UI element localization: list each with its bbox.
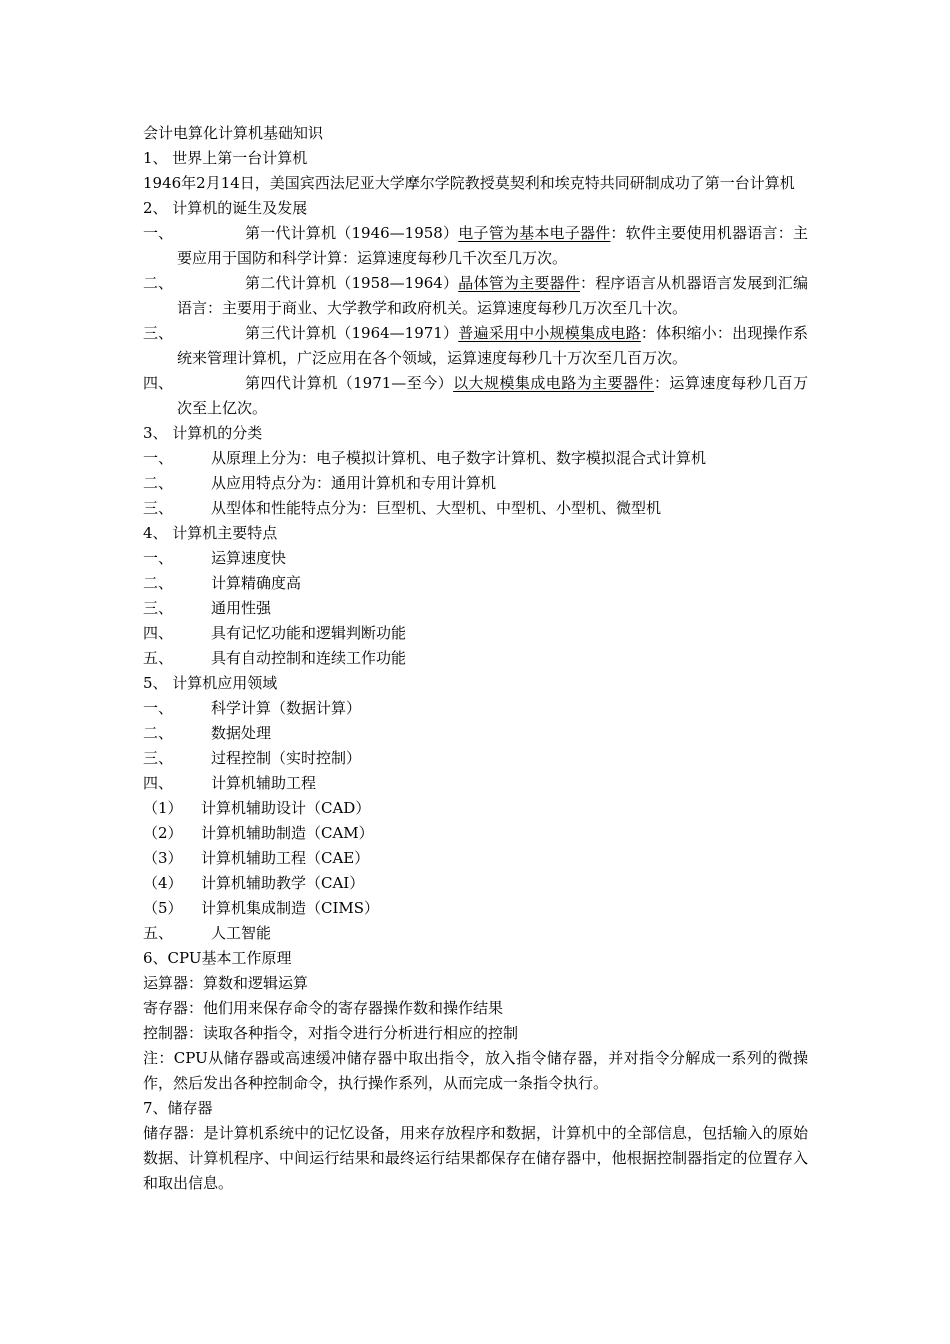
- section-7-heading: 7、储存器: [143, 1099, 213, 1117]
- list-item: [143, 446, 808, 471]
- item-marker: （4）: [143, 874, 183, 892]
- item-text: 第一代计算机（1946—1958）: [245, 224, 459, 242]
- generation-item-4: [143, 371, 808, 421]
- section-2-heading: 2、 计算机的诞生及发展: [143, 199, 308, 217]
- list-item: [143, 721, 808, 746]
- item-text: 从型体和性能特点分为：巨型机、大型机、中型机、小型机、微型机: [211, 499, 662, 517]
- item-marker: （3）: [143, 849, 183, 867]
- list-item: [143, 571, 808, 596]
- list-item: [143, 696, 808, 721]
- item-marker: （2）: [143, 824, 183, 842]
- document-page: [143, 121, 808, 1196]
- item-marker: 三、: [143, 499, 174, 517]
- section-6-heading: 6、CPU基本工作原理: [143, 949, 292, 967]
- item-text: 过程控制（实时控制）: [211, 749, 362, 767]
- item-text-rest: ：软件主要使用机器语言：主要应用于国防和科学计算：运算速度每秒几千次至几万次。: [177, 224, 808, 267]
- cpu-line-alu: 运算器：算数和逻辑运算: [143, 974, 309, 992]
- item-underlined: 电子管为基本电子器件: [458, 224, 611, 242]
- section-4-heading: 4、 计算机主要特点: [143, 524, 278, 542]
- item-text: 从应用特点分为：通用计算机和专用计算机: [211, 474, 497, 492]
- cpu-line-register: 寄存器：他们用来保存命令的寄存器操作数和操作结果: [143, 999, 504, 1017]
- item-text: 从原理上分为：电子模拟计算机、电子数字计算机、数字模拟混合式计算机: [211, 449, 707, 467]
- item-text: 人工智能: [211, 924, 272, 942]
- item-marker: 一、: [143, 549, 174, 567]
- item-marker: （1）: [143, 799, 183, 817]
- item-marker: 二、: [143, 724, 174, 742]
- list-item: [143, 546, 808, 571]
- item-text-rest: ：体积缩小：出现操作系统来管理计算机，广泛应用在各个领域，运算速度每秒几十万次至几百万次。: [177, 324, 808, 367]
- item-marker: 一、: [143, 699, 174, 717]
- list-item: [143, 596, 808, 621]
- generation-item-2: [143, 271, 808, 321]
- item-marker: （5）: [143, 899, 183, 917]
- item-text: 数据处理: [211, 724, 272, 742]
- sub-list-item: [143, 871, 808, 896]
- item-marker: 五、: [143, 924, 174, 942]
- section-5-heading: 5、 计算机应用领域: [143, 674, 278, 692]
- section-3-heading: 3、 计算机的分类: [143, 424, 263, 442]
- item-marker: 四、: [143, 624, 174, 642]
- item-text: 计算机集成制造（CIMS）: [201, 899, 380, 917]
- section-7-text: 储存器：是计算机系统中的记忆设备，用来存放程序和数据，计算机中的全部信息，包括输入的原始数据、计算机程序、中间运行结果和最终运行结果都保存在储存器中，他根据控制器指定的位置存入和取出信息。: [143, 1124, 808, 1192]
- list-item: [143, 746, 808, 771]
- sub-list-item: [143, 821, 808, 846]
- item-marker: 三、: [143, 599, 174, 617]
- list-item: [143, 921, 808, 946]
- item-marker: 二、: [143, 274, 174, 292]
- list-item: [143, 471, 808, 496]
- item-underlined: 以大规模集成电路为主要器件: [453, 374, 654, 392]
- item-text: 具有记忆功能和逻辑判断功能: [211, 624, 407, 642]
- item-marker: 二、: [143, 474, 174, 492]
- sub-list-item: [143, 796, 808, 821]
- item-text: 计算机辅助制造（CAM）: [201, 824, 374, 842]
- cpu-line-controller: 控制器：读取各种指令，对指令进行分析进行相应的控制: [143, 1024, 519, 1042]
- item-text: 计算机辅助设计（CAD）: [201, 799, 371, 817]
- list-item: [143, 496, 808, 521]
- list-item: [143, 621, 808, 646]
- item-text: 计算精确度高: [211, 574, 302, 592]
- item-text: 科学计算（数据计算）: [211, 699, 362, 717]
- item-marker: 一、: [143, 449, 174, 467]
- item-text: 通用性强: [211, 599, 272, 617]
- item-text: 具有自动控制和连续工作功能: [211, 649, 407, 667]
- item-marker: 五、: [143, 649, 174, 667]
- item-text-rest: ：程序语言从机器语言发展到汇编语言：主要用于商业、大学教学和政府机关。运算速度每秒几万次至几十次。: [177, 274, 808, 317]
- list-item: [143, 646, 808, 671]
- item-text: 运算速度快: [211, 549, 287, 567]
- generation-item-1: [143, 221, 808, 271]
- document-title: 会计电算化计算机基础知识: [143, 124, 324, 142]
- generation-item-3: [143, 321, 808, 371]
- item-underlined: 普遍采用中小规模集成电路: [458, 324, 641, 342]
- item-text-rest: ：运算速度每秒几百万次至上亿次。: [177, 374, 808, 417]
- item-underlined: 晶体管为主要器件: [458, 274, 580, 292]
- item-text: 第三代计算机（1964—1971）: [245, 324, 459, 342]
- item-marker: 四、: [143, 374, 174, 392]
- section-1-heading: 1、 世界上第一台计算机: [143, 149, 308, 167]
- item-text: 计算机辅助工程: [211, 774, 317, 792]
- item-text: 第四代计算机（1971—至今）: [245, 374, 454, 392]
- item-text: 计算机辅助教学（CAI）: [201, 874, 365, 892]
- sub-list-item: [143, 846, 808, 871]
- list-item: [143, 771, 808, 796]
- item-text: 计算机辅助工程（CAE）: [201, 849, 370, 867]
- section-1-text: 1946年2月14日，美国宾西法尼亚大学摩尔学院教授莫契利和埃克特共同研制成功了第一台计算机: [143, 174, 795, 192]
- item-marker: 一、: [143, 224, 174, 242]
- item-marker: 三、: [143, 324, 174, 342]
- item-marker: 四、: [143, 774, 174, 792]
- cpu-note: 注：CPU从储存器或高速缓冲储存器中取出指令，放入指令储存器，并对指令分解成一系列的微操作，然后发出各种控制命令，执行操作系列，从而完成一条指令执行。: [143, 1049, 808, 1092]
- item-marker: 三、: [143, 749, 174, 767]
- item-text: 第二代计算机（1958—1964）: [245, 274, 459, 292]
- item-marker: 二、: [143, 574, 174, 592]
- sub-list-item: [143, 896, 808, 921]
